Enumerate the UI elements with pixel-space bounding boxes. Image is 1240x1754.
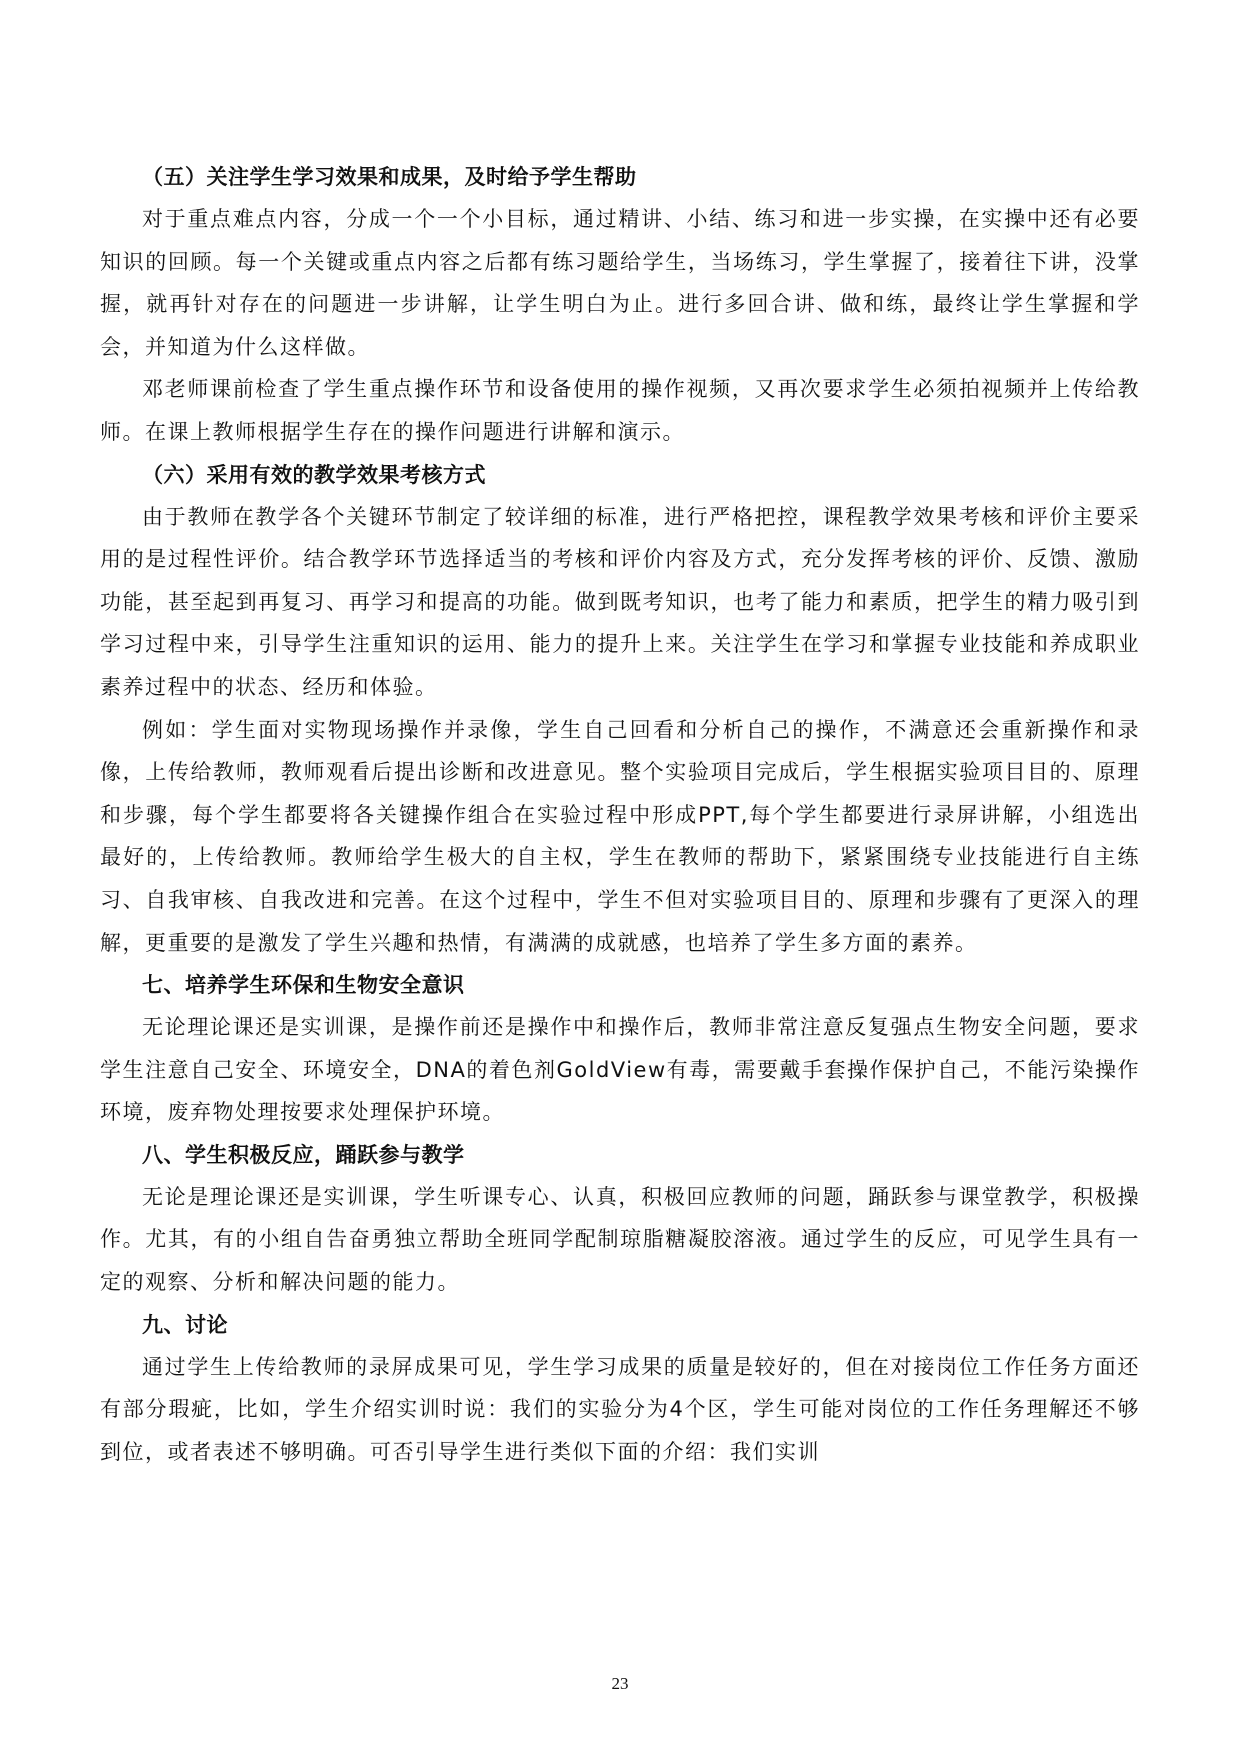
page-number: 23: [611, 1674, 629, 1693]
section-heading-8: 八、学生积极反应，踊跃参与教学: [142, 1142, 465, 1167]
section-heading-5: （五）关注学生学习效果和成果，及时给予学生帮助: [142, 165, 637, 189]
paragraph: 对于重点难点内容，分成一个一个小目标，通过精讲、小结、练习和进一步实操，在实操中还有必要知识的回顾。每一个关键或重点内容之后都有练习题给学生，当场练习，学生掌握了，接着往下讲，没掌握，就再针对存在的问题进一步讲解，让学生明白为止。进行多回合讲、做和练，最终让学生掌握和学会，并知道为什么这样做。: [100, 207, 1140, 359]
paragraph: 无论理论课还是实训课，是操作前还是操作中和操作后，教师非常注意反复强点生物安全问题，要求学生注意自己安全、环境安全，DNA的着色剂GoldView有毒，需要戴手套操作保护自己，不能污染操作环境，废弃物处理按要求处理保护环境。: [100, 1015, 1140, 1125]
section-heading-6: （六）采用有效的教学效果考核方式: [142, 462, 486, 487]
paragraph: 无论是理论课还是实训课，学生听课专心、认真，积极回应教师的问题，踊跃参与课堂教学，积极操作。尤其，有的小组自告奋勇独立帮助全班同学配制琼脂糖凝胶溶液。通过学生的反应，可见学生具有一定的观察、分析和解决问题的能力。: [100, 1184, 1140, 1295]
section-heading-7: 七、培养学生环保和生物安全意识: [142, 973, 465, 998]
document-body: [100, 156, 1140, 1473]
paragraph: 由于教师在教学各个关键环节制定了较详细的标准，进行严格把控，课程教学效果考核和评价主要采用的是过程性评价。结合教学环节选择适当的考核和评价内容及方式，充分发挥考核的评价、反馈、激励功能，甚至起到再复习、再学习和提高的功能。做到既考知识，也考了能力和素质，把学生的精力吸引到学习过程中来，引导学生注重知识的运用、能力的提升上来。关注学生在学习和掌握专业技能和养成职业素养过程中的状态、经历和体验。: [100, 504, 1140, 699]
paragraph: 邓老师课前检查了学生重点操作环节和设备使用的操作视频，又再次要求学生必须拍视频并上传给教师。在课上教师根据学生存在的操作问题进行讲解和演示。: [100, 377, 1140, 444]
paragraph: 例如：学生面对实物现场操作并录像，学生自己回看和分析自己的操作，不满意还会重新操作和录像，上传给教师，教师观看后提出诊断和改进意见。整个实验项目完成后，学生根据实验项目目的、原理和步骤，每个学生都要将各关键操作组合在实验过程中形成PPT,每个学生都要进行录屏讲解，小组选出最好的，上传给教师。教师给学生极大的自主权，学生在教师的帮助下，紧紧围绕专业技能进行自主练习、自我审核、自我改进和完善。在这个过程中，学生不但对实验项目目的、原理和步骤有了更深入的理解，更重要的是激发了学生兴趣和热情，有满满的成就感，也培养了学生多方面的素养。: [100, 717, 1140, 955]
section-heading-9: 九、讨论: [142, 1312, 228, 1337]
paragraph: 通过学生上传给教师的录屏成果可见，学生学习成果的质量是较好的，但在对接岗位工作任务方面还有部分瑕疵，比如，学生介绍实训时说：我们的实验分为4个区，学生可能对岗位的工作任务理解还不够到位，或者表述不够明确。可否引导学生进行类似下面的介绍：我们实训: [100, 1354, 1140, 1464]
